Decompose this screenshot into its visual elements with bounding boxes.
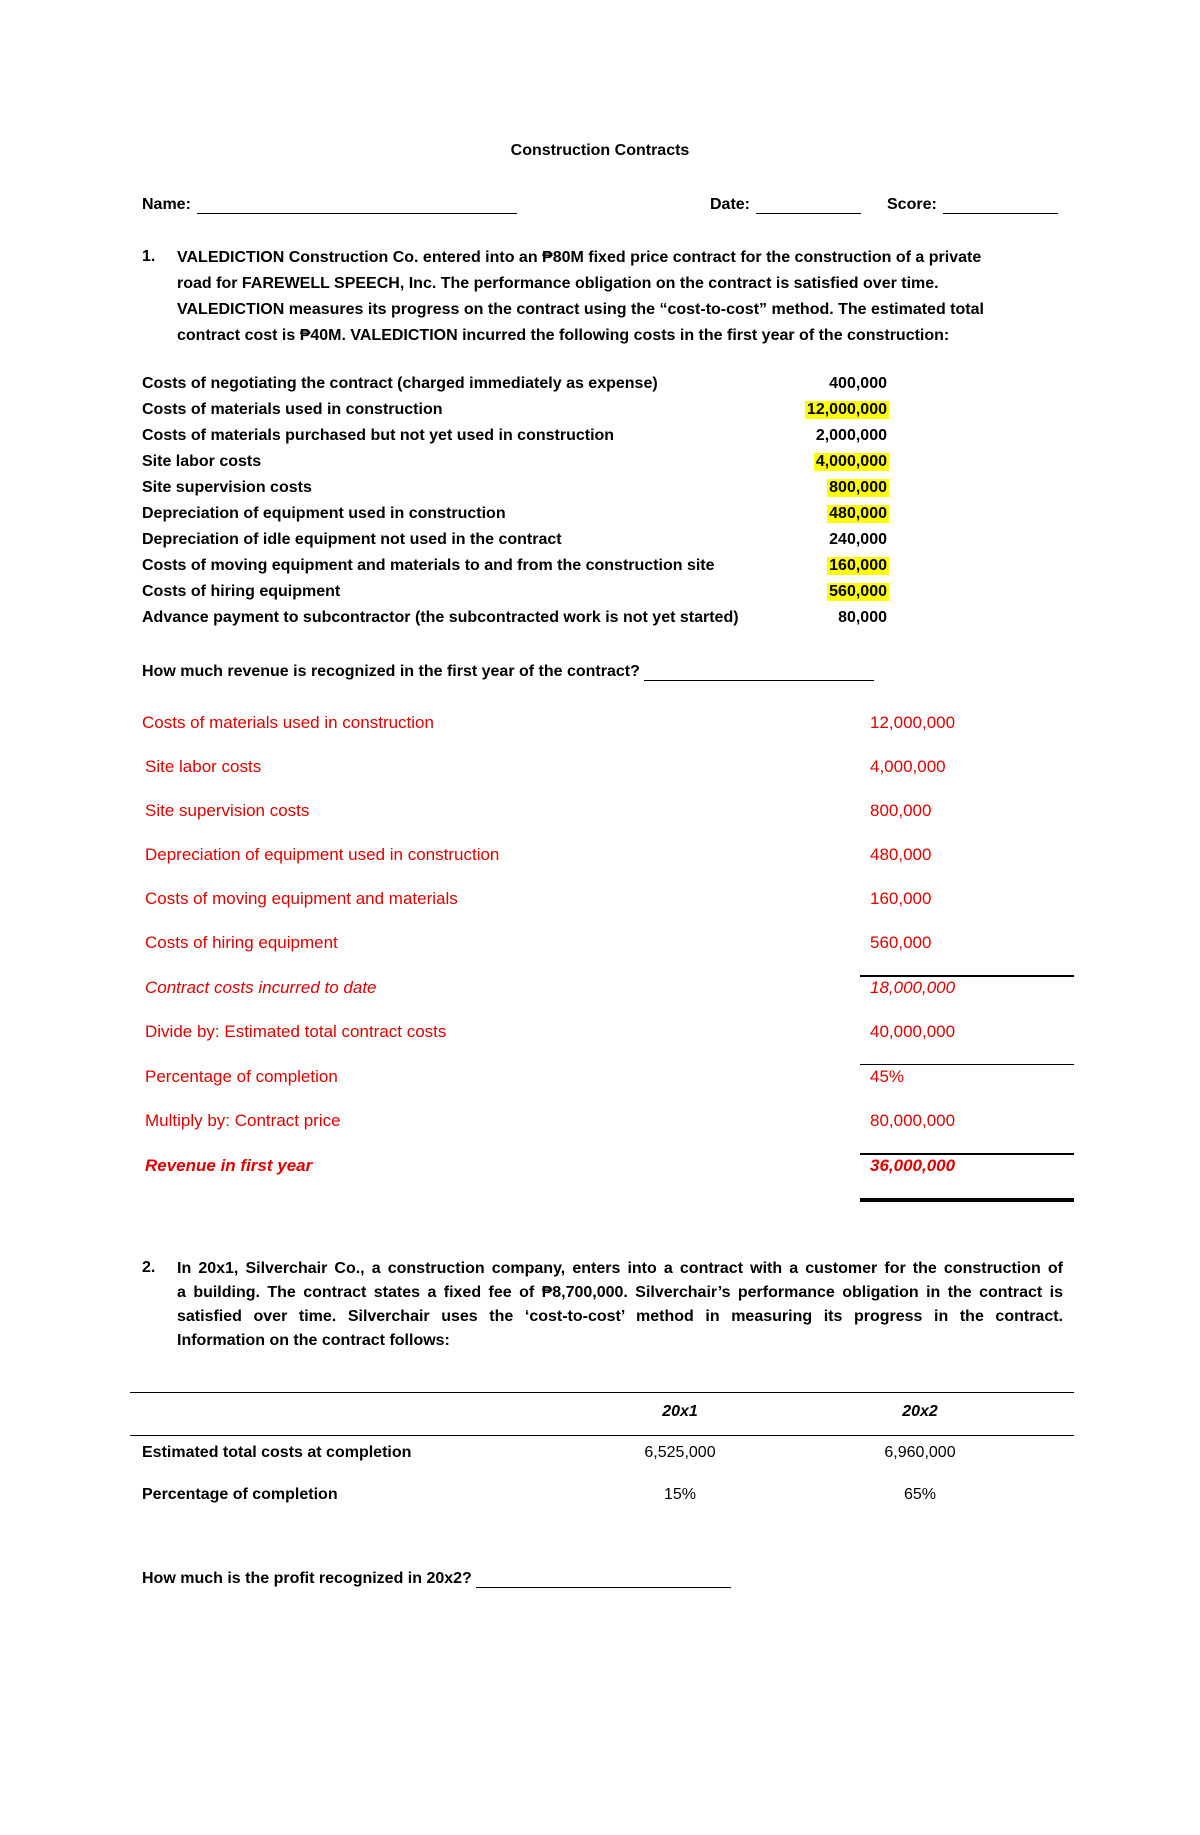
row-label: Estimated total costs at completion <box>142 1444 412 1461</box>
question-1-prompt <box>142 663 874 681</box>
cost-amount: 160,000 <box>829 557 887 574</box>
total-rule <box>860 1153 1074 1155</box>
score-field <box>887 196 1058 214</box>
row-label: Percentage of completion <box>142 1486 338 1503</box>
answer-label: Percentage of completion <box>145 1067 338 1086</box>
question-2-prompt-text: How much is the profit recognized in 20x2? <box>142 1570 472 1587</box>
cost-row <box>142 453 892 475</box>
answer-label: Revenue in first year <box>145 1156 313 1175</box>
answer-label: Depreciation of equipment used in construction <box>145 845 500 864</box>
cost-amount: 800,000 <box>829 479 887 496</box>
answer-amount: 160,000 <box>870 889 932 908</box>
question-1-number: 1. <box>142 248 156 265</box>
score-label: Score: <box>887 196 937 213</box>
answer-row <box>145 845 1075 873</box>
answer-blank <box>476 1571 731 1588</box>
answer-row-total <box>145 1156 1075 1184</box>
cost-row <box>142 505 892 527</box>
cost-label: Depreciation of idle equipment not used in the contract <box>142 531 562 548</box>
answer-label: Costs of moving equipment and materials <box>145 889 458 908</box>
question-1-line: VALEDICTION Construction Co. entered into an ₱80M fixed price contract for the construction of a private <box>177 249 982 266</box>
question-2-line: Information on the contract follows: <box>177 1332 450 1349</box>
answer-row <box>142 713 1072 741</box>
cost-row <box>142 609 892 631</box>
cost-amount: 80,000 <box>838 609 887 626</box>
question-2-number: 2. <box>142 1259 156 1276</box>
answer-row <box>145 1022 1075 1050</box>
answer-amount: 45% <box>870 1067 905 1086</box>
answer-amount: 18,000,000 <box>870 978 956 997</box>
question-2-prompt <box>142 1570 731 1588</box>
table-header-rule <box>130 1435 1074 1436</box>
double-underline-rule <box>860 1198 1074 1202</box>
answer-amount: 560,000 <box>870 933 932 952</box>
answer-amount: 40,000,000 <box>870 1022 956 1041</box>
answer-row <box>145 1067 1075 1095</box>
answer-amount: 36,000,000 <box>870 1156 956 1175</box>
cell-value: 6,525,000 <box>644 1444 716 1461</box>
cell-value: 15% <box>663 1486 697 1503</box>
cost-amount: 480,000 <box>829 505 887 522</box>
score-blank <box>943 197 1058 214</box>
cost-amount: 4,000,000 <box>815 453 887 470</box>
cost-label: Costs of materials used in construction <box>142 401 443 418</box>
question-2-line: In 20x1, Silverchair Co., a construction company, enters into a contract with a customer for the construction of <box>177 1260 1063 1277</box>
column-header: 20x2 <box>902 1403 938 1420</box>
cost-row <box>142 427 892 449</box>
cost-row <box>142 531 892 553</box>
answer-amount: 480,000 <box>870 845 932 864</box>
question-2-line: satisfied over time. Silverchair uses the ‘cost-to-cost’ method in measuring its progress in the contract. <box>177 1308 1063 1325</box>
answer-amount: 12,000,000 <box>870 713 956 732</box>
answer-label: Costs of materials used in construction <box>142 713 434 732</box>
answer-amount: 800,000 <box>870 801 932 820</box>
date-field <box>710 196 861 214</box>
question-1-text <box>177 245 1077 349</box>
question-1-line: road for FAREWELL SPEECH, Inc. The performance obligation on the contract is satisfied over time. <box>177 275 939 292</box>
subtotal-rule <box>860 975 1074 977</box>
answer-amount: 80,000,000 <box>870 1111 956 1130</box>
question-1-prompt-text: How much revenue is recognized in the first year of the contract? <box>142 663 640 680</box>
answer-label: Site supervision costs <box>145 801 310 820</box>
cell-value: 65% <box>903 1486 937 1503</box>
cell-value: 6,960,000 <box>884 1444 956 1461</box>
cost-row <box>142 401 892 423</box>
cost-label: Costs of negotiating the contract (charged immediately as expense) <box>142 375 658 392</box>
cost-label: Costs of materials purchased but not yet used in construction <box>142 427 615 444</box>
answer-row <box>145 801 1075 829</box>
answer-label: Contract costs incurred to date <box>145 978 377 997</box>
cost-amount: 240,000 <box>829 531 887 548</box>
cost-row <box>142 583 892 605</box>
column-header: 20x1 <box>662 1403 698 1420</box>
cost-amount: 560,000 <box>829 583 887 600</box>
cost-label: Site supervision costs <box>142 479 312 496</box>
answer-label: Multiply by: Contract price <box>145 1111 341 1130</box>
cost-label: Costs of moving equipment and materials to and from the construction site <box>142 557 715 574</box>
cost-row <box>142 375 892 397</box>
cost-amount: 12,000,000 <box>806 401 887 418</box>
cost-row <box>142 479 892 501</box>
cost-label: Costs of hiring equipment <box>142 583 341 600</box>
table-top-rule <box>130 1392 1074 1393</box>
answer-label: Costs of hiring equipment <box>145 933 338 952</box>
cost-amount: 400,000 <box>829 375 887 392</box>
question-2-line: a building. The contract states a fixed fee of ₱8,700,000. Silverchair’s performance obligation in the contract is <box>177 1284 1063 1301</box>
answer-row <box>145 889 1075 917</box>
question-1-line: VALEDICTION measures its progress on the contract using the “cost-to-cost” method. The estimated total <box>177 301 984 318</box>
cost-label: Advance payment to subcontractor (the subcontracted work is not yet started) <box>142 609 739 626</box>
answer-blank <box>644 664 874 681</box>
answer-amount: 4,000,000 <box>870 757 946 776</box>
page-title: Construction Contracts <box>510 142 690 159</box>
answer-row <box>145 1111 1075 1139</box>
date-blank <box>756 197 861 214</box>
name-label: Name: <box>142 196 191 213</box>
cost-amount: 2,000,000 <box>815 427 887 444</box>
name-field <box>142 196 517 214</box>
question-1-line: contract cost is ₱40M. VALEDICTION incurred the following costs in the first year of the construction: <box>177 327 950 344</box>
answer-row <box>145 933 1075 961</box>
cost-label: Site labor costs <box>142 453 262 470</box>
cost-row <box>142 557 892 579</box>
division-rule <box>860 1064 1074 1065</box>
answer-label: Divide by: Estimated total contract costs <box>145 1022 447 1041</box>
name-blank <box>197 197 517 214</box>
question-2-text <box>177 1257 1063 1353</box>
date-label: Date: <box>710 196 751 213</box>
answer-row-subtotal <box>145 978 1075 1006</box>
cost-label: Depreciation of equipment used in construction <box>142 505 506 522</box>
answer-label: Site labor costs <box>145 757 262 776</box>
answer-row <box>145 757 1075 785</box>
